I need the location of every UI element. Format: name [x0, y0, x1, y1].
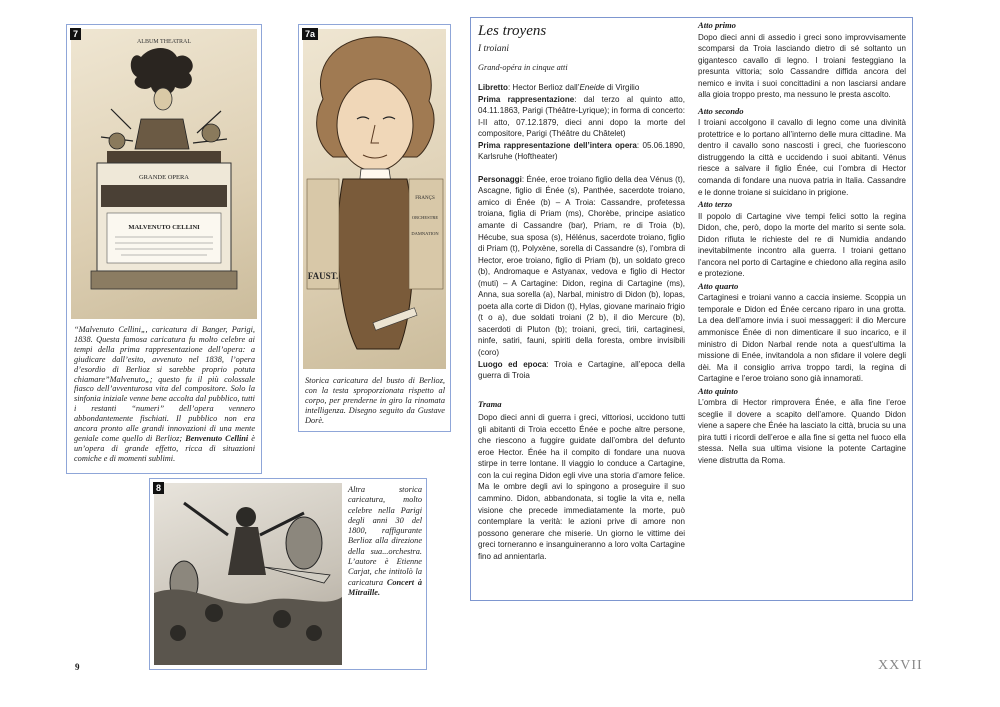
opera-entry-right-column	[698, 20, 906, 467]
opera-genre: Grand-opéra in cinque atti	[478, 63, 568, 72]
figure-7a-frame	[298, 24, 451, 432]
premiere-text: : dal terzo al quinto atto, 04.11.1863, Parigi (Théâtre-Lyrique); in forma di concerto: I-II atto, 07.12.1879, dieci anni dopo la morte del compositore, Parigi (Théâtre du Châtelet)	[478, 94, 686, 139]
act-5-text: L’ombra di Hector rimprovera Énée, e alla fine l’eroe sceglie il dovere a scapito dell’amore. Quando Didon viene a sapere che Énée ha lasciato la città, brucia su una pira tutti i ricordi dell’eroe e alla fine si getta nel fuoco ella stessa. Nella sua ultima visione la potente Cartagine viene distrutta da Roma.	[698, 398, 907, 465]
page-number-right: XXVII	[878, 658, 923, 673]
libretto-info	[478, 82, 685, 94]
setting-label: Luogo ed epoca	[478, 359, 547, 369]
figure-7-img-text-2: GRANDE OPERA	[138, 174, 190, 181]
figure-8-image	[154, 483, 342, 665]
act-2-heading: Atto secondo	[698, 105, 744, 116]
figure-7a-image	[303, 29, 446, 369]
figure-7a-img-text-1: FAUST.	[307, 271, 339, 281]
figure-7-frame	[66, 24, 262, 474]
figure-8-caption-text: Altra storica caricatura, molto celebre nella Parigi degli anni 30 del 1800, raffigurante Berlioz alla direzione della sua...orchestra. L’autore è Etienne Carjat, che intitolò la caricatura	[348, 485, 422, 587]
orchestra-caricature-illustration	[154, 483, 342, 665]
opera-subtitle: I troiani	[478, 44, 510, 54]
figure-7-caption-text: “Malvenuto Cellini„, caricatura di Banger, Parigi, 1838. Questa famosa caricatura fu molto celebre ai tempi della prima rappresentazione dell’opera: a giudicare dall’esito, avvenuto nel 1838, l’opera d’esordio di Berlioz si sarebbe proprio potuta chiamare”Malvenuto„; questo fu il più colossale fiasco dell’avventurosa vita del compositore. Solo la sinfonia iniziale venne bene accolta dal pubblico, tutti i restanti “numeri” dell’opera vennero abbondantemente fischiati. Il pubblico non era ancora pronto alle grandi innovazioni di una mente geniale come quello di Berlioz;	[74, 325, 255, 443]
characters-text: : Énée, eroe troiano figlio della dea Vénus (t), Ascagne, figlio di Énée (s), Panthée, sacerdote troiano, amico di Énée (b) – A Troia: Cassandre, profetessa troiana, figlia di Priam (ms), Chorèbe, principe asiatico amante di Cassandre (bar), Priam, re di Troia (b), Hécube, sua sposa (s), Hélénus, sacerdote troiano, figlio di Priam (t), Polyxène, sorella di Cassandre (s), l’ombra di Hector, eroe troiano, figlio di Priam (b), un soldato greco (b), Andromaque e Astyanax, vedova e figlio di Hector (muti) – A Cartagine: Didon, regina di Cartagine (ms), Anna, sua sorella (a), Narbal, ministro di Didon (b), Iopas, poeta alla corte di Didon (t), Hylas, giovane marinaio frigio (t o a), due soldati troiani (2 b), il dio Mercure (b), sacerdoti di Pluton (b); troiani, greci, tirii, cartaginesi, ninfe, satiri, fauni, spiriti della foresta, ombre invisibili (coro)	[478, 174, 685, 358]
act-3-heading: Atto terzo	[698, 199, 733, 210]
premiere-label: Prima rappresentazione	[478, 94, 575, 104]
figure-7-img-text-3: MALVENUTO CELLINI	[128, 224, 200, 231]
libretto-source: Eneide	[579, 83, 605, 92]
act-4-text: Cartaginesi e troiani vanno a caccia insieme. Scoppia un temporale e Didon ed Énée cercano riparo in una grotta. La dea dell’amore invia i suoi messaggeri: il dio Mercure ammonisce Énée di non dimenticare il suo incarico, e il ministro di Didon Narbal rende nota a quest’ultima la missione di Enée, invitandola a non sfidare il volere degli dèi. Ma il consiglio arriva troppo tardi, la regina di Cartagine e l’eroe troiano sono già innamorati.	[698, 293, 906, 384]
figure-7a-img-text-3: DAMNATION	[411, 231, 439, 236]
figure-7-caption-opera: Benvenuto Cellini	[185, 433, 249, 443]
figure-7-image	[71, 29, 257, 319]
caricature-illustration	[71, 29, 257, 319]
setting-text: : Troia e Cartagine, all’epoca della guerra di Troia	[478, 359, 685, 381]
libretto-text: : Hector Berlioz dall’	[507, 83, 580, 92]
figure-7a-badge: 7a	[302, 28, 318, 40]
libretto-label: Libretto	[478, 83, 508, 92]
act-1-text: Dopo dieci anni di assedio i greci sono improvvisamente scomparsi da Troia lasciando dietro di sé soltanto un gigantesco cavallo di legno. I troiani festeggiano la presunta vittoria; solo Cassandre diffida ancora del nemico e invita i suoi concittadini a non lasciarsi andare alla gioia troppo presto, ma nessuno le presta ascolto.	[698, 32, 906, 100]
act-2-text: I troiani accolgono il cavallo di legno come una divinità protettrice e lo portano all’interno delle mura cittadine. Ma dentro il cavallo sono nascosti i greci, che fuoriescono distruggendo la città e uccidendo i suoi abitanti. Vénus riesce a salvare il figlio Énée, cui l’ombra di Hector comanda di fondare una nuova patria in Italia. Cassandre e le donne troiane si suicidano in prigione.	[698, 118, 906, 197]
figure-8-badge: 8	[153, 482, 164, 494]
opera-entry-left-column	[478, 22, 685, 562]
premiere-info	[478, 94, 685, 140]
figure-7-caption	[74, 325, 255, 464]
berlioz-caricature-illustration	[303, 29, 446, 369]
full-premiere-text: : 05.06.1890, Karlsruhe (Hoftheater)	[478, 140, 685, 162]
figure-7-caption-end: è un’opera di grande effetto, ricca di situazioni comiche e di momenti sublimi.	[74, 433, 255, 463]
figure-8-caption	[348, 485, 422, 598]
full-premiere-label: Prima rappresentazione dell’intera opera	[478, 140, 637, 150]
characters-info	[478, 174, 685, 359]
figure-7-img-text-1: ALBUM THEATRAL	[136, 39, 192, 45]
figure-7a-img-text-4: FRANÇS	[415, 196, 435, 201]
figure-8-caption-title: Concert à Mitraille.	[348, 577, 422, 597]
act-3-text: Il popolo di Cartagine vive tempi felici sotto la regina Didon, che, però, dopo la morte del marito si sente sola. Didon rifiuta le richieste del re di Numidia andando inevitabilmente incontro alla guerra. I troiani gettano l’ancora nel porto di Cartagine e chiedono alla regina asilo e protezione.	[698, 211, 906, 279]
figure-7a-img-text-2: ORCHESTRE	[411, 215, 439, 220]
characters-label: Personaggi	[478, 174, 522, 184]
figure-8-frame	[149, 478, 427, 670]
act-1-heading: Atto primo	[698, 20, 736, 30]
figure-7a-caption: Storica caricatura del busto di Berlioz, con la testa sproporzionata rispetto al corpo, per prenderne in giro la rinomata intelligenza. Disegno seguito da Gustave Dorè.	[305, 376, 445, 425]
libretto-end: di Virgilio	[604, 83, 640, 92]
opera-title: Les troyens	[478, 23, 547, 39]
page-number-left: 9	[75, 662, 80, 672]
full-premiere-info	[478, 140, 685, 163]
figure-7-badge: 7	[70, 28, 81, 40]
act-5-heading: Atto quinto	[698, 385, 738, 396]
plot-text: Dopo dieci anni di guerra i greci, vittoriosi, uccidono tutti gli abitanti di Troia eccetto Énée e poche altre persone, che riescono a fuggire guidate dall’ombra del defunto eroe Hector. Énée ha il compito di fondare una nuova stirpe in terre lontane. Il viaggio lo conduce a Cartagine, con la cui regina Didon egli vive una storia d’amore felice. Ma le ombre degli avi lo spingono a proseguire il suo cammino. Didon, abbandonata, si toglie la vita e, nella visione che precede immediatamente la morte, può contemplare la verità: le azioni prive di amore non possono generare che miserie. Un giorno le vittime dei greci torneranno e insanguineranno a loro volta Cartagine fino ad annientarla.	[478, 413, 685, 561]
plot-heading: Trama	[478, 398, 502, 409]
act-4-heading: Atto quarto	[698, 280, 739, 291]
setting-info	[478, 359, 685, 382]
